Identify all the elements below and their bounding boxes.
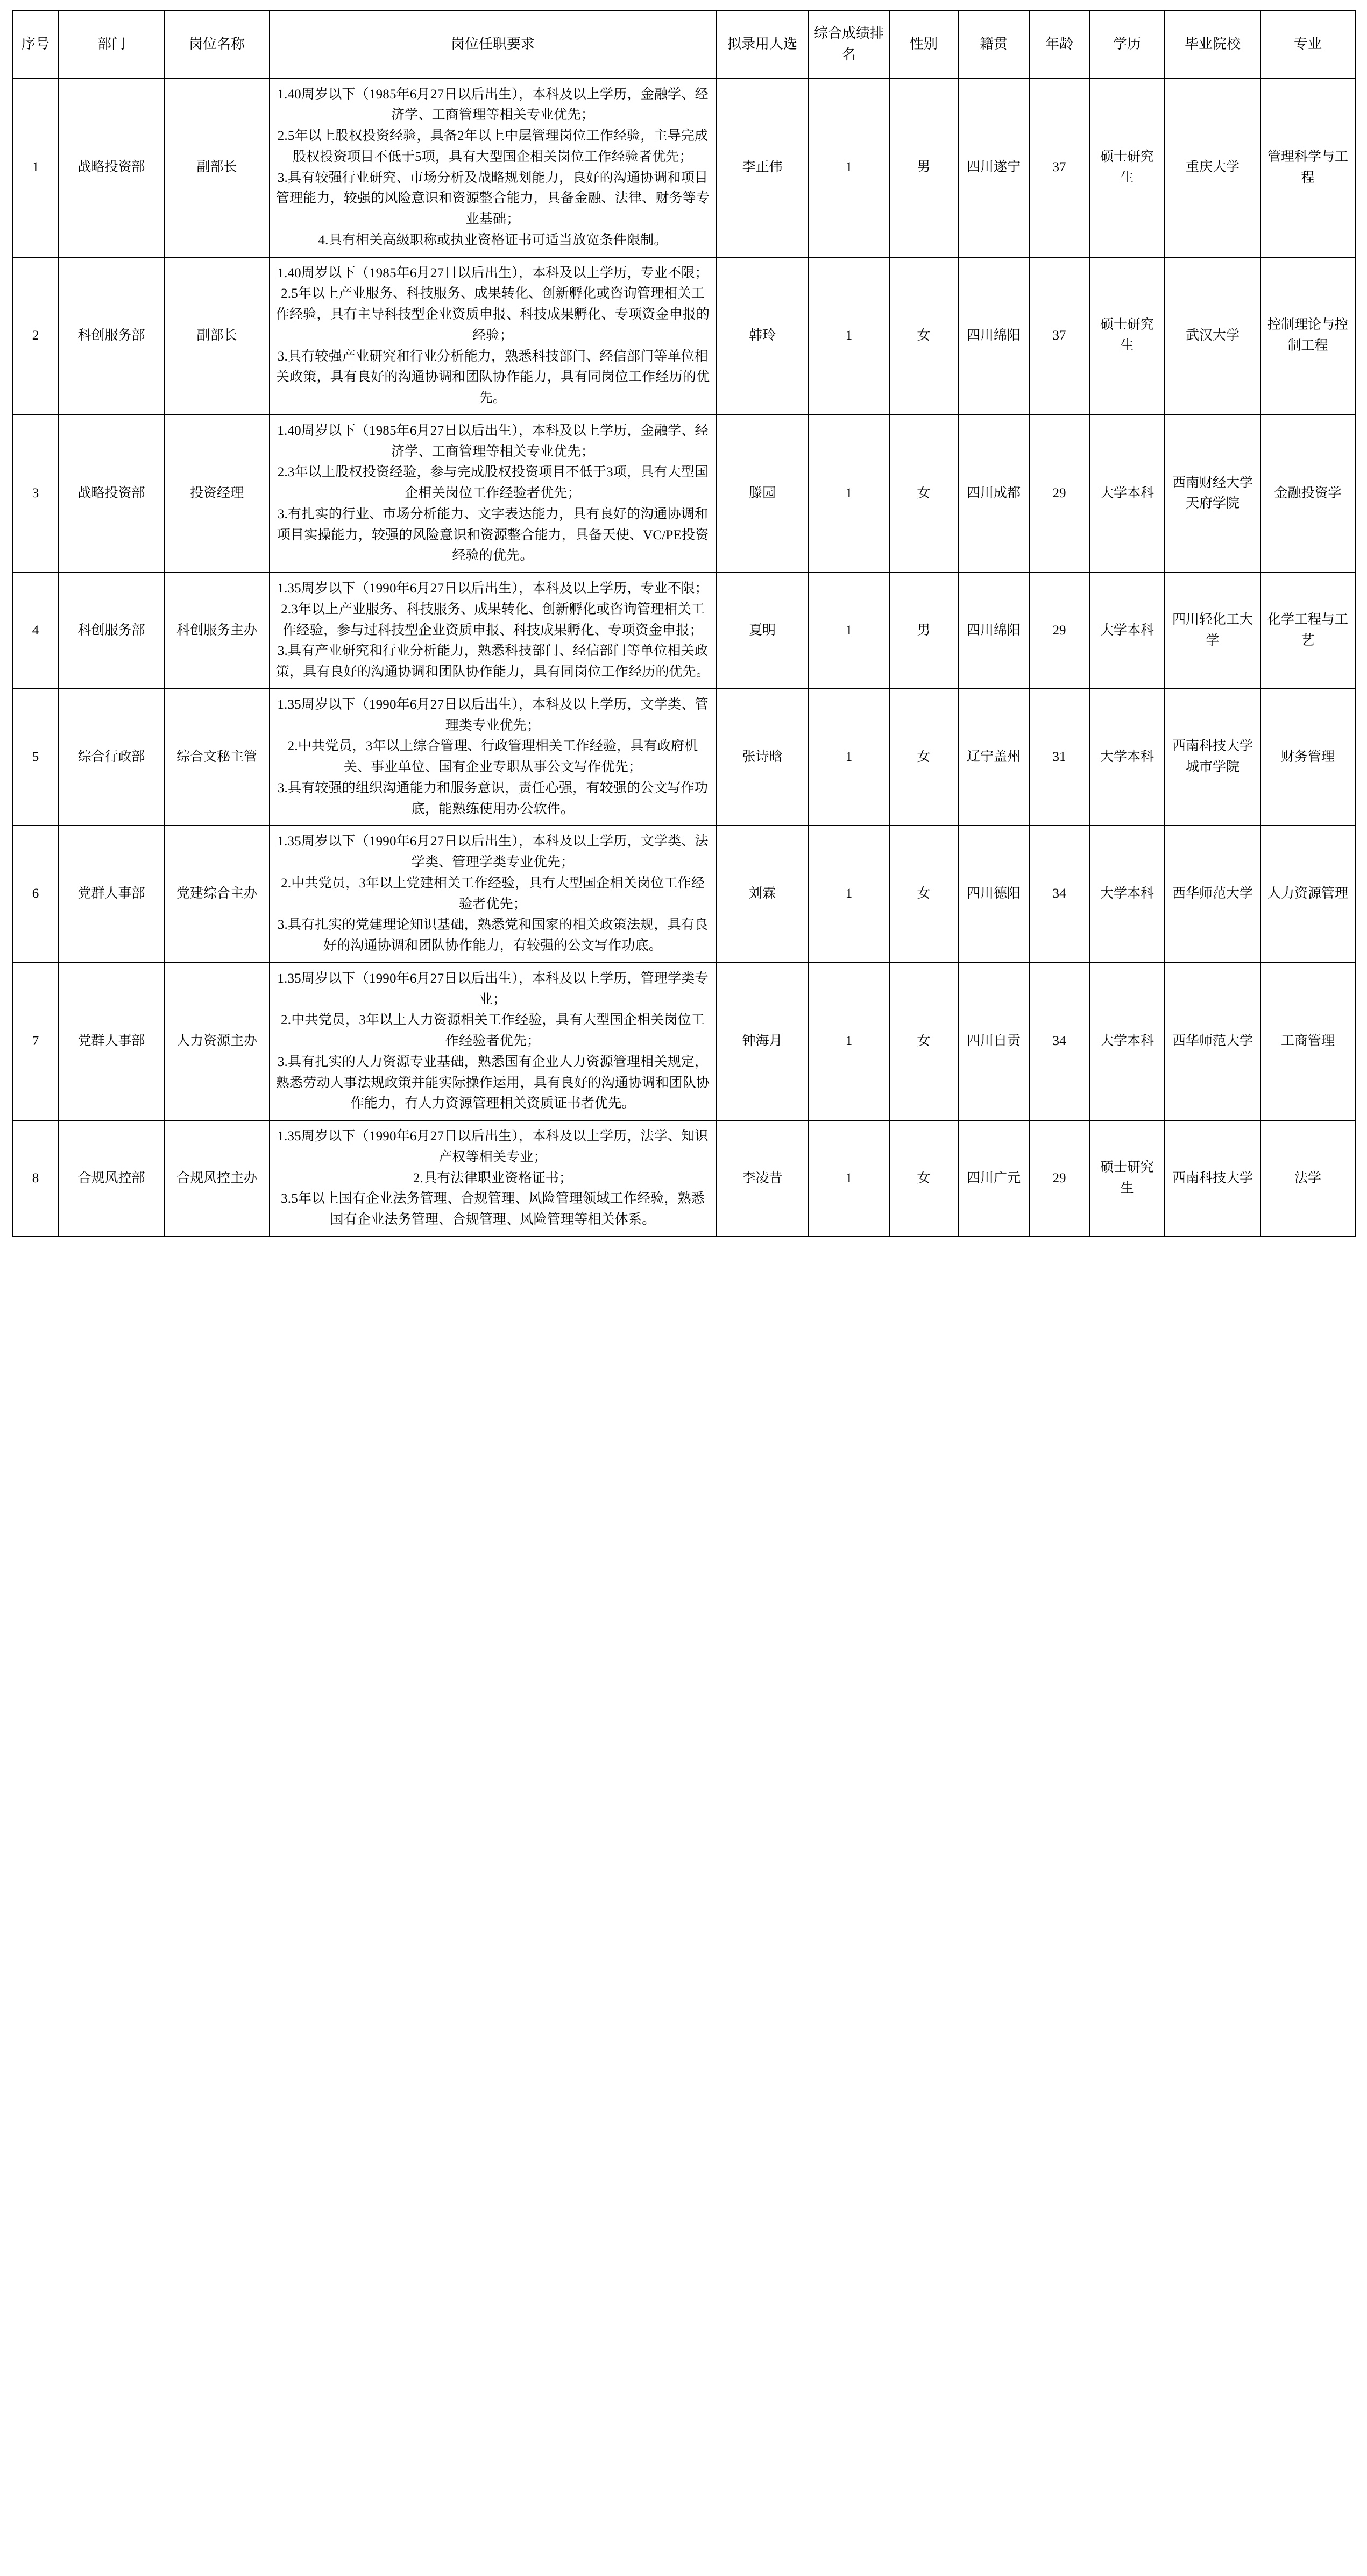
cell-post: 党建综合主办 xyxy=(164,825,270,963)
cell-school: 西华师范大学 xyxy=(1165,963,1260,1120)
table-header-row xyxy=(12,10,1355,79)
cell-person: 滕园 xyxy=(716,415,809,573)
requirement-line: 2.中共党员，3年以上人力资源相关工作经验，具有大型国企相关岗位工作经验者优先； xyxy=(281,1013,705,1049)
cell-seq: 2 xyxy=(12,257,59,415)
cell-gender: 女 xyxy=(889,689,958,826)
cell-gender: 女 xyxy=(889,1120,958,1237)
requirement-line: 3.具有扎实的党建理论知识基础，熟悉党和国家的相关政策法规，具有良好的沟通协调和团队协作能力，有较强的公文写作功底。 xyxy=(277,918,709,954)
cell-seq: 1 xyxy=(12,79,59,257)
cell-requirements xyxy=(270,257,716,415)
cell-post: 投资经理 xyxy=(164,415,270,573)
cell-native: 四川广元 xyxy=(958,1120,1029,1237)
cell-seq: 3 xyxy=(12,415,59,573)
cell-gender: 女 xyxy=(889,963,958,1120)
cell-dept: 战略投资部 xyxy=(59,415,164,573)
cell-major: 人力资源管理 xyxy=(1260,825,1355,963)
requirement-line: 1.35周岁以下（1990年6月27日以后出生），本科及以上学历，管理学类专业； xyxy=(277,971,709,1007)
cell-post: 副部长 xyxy=(164,79,270,257)
requirement-line: 2.5年以上产业服务、科技服务、成果转化、创新孵化或咨询管理相关工作经验，具有主导科技型企业资质申报、科技成果孵化、专项资金申报的经验； xyxy=(275,286,710,343)
column-header-rank: 综合成绩排名 xyxy=(809,10,889,79)
cell-age: 29 xyxy=(1029,1120,1089,1237)
cell-native: 四川绵阳 xyxy=(958,257,1029,415)
cell-school: 西南财经大学天府学院 xyxy=(1165,415,1260,573)
cell-person: 张诗晗 xyxy=(716,689,809,826)
table-row xyxy=(12,1120,1355,1237)
cell-requirements xyxy=(270,825,716,963)
cell-person: 钟海月 xyxy=(716,963,809,1120)
recruitment-table xyxy=(12,10,1356,1237)
column-header-gender: 性别 xyxy=(889,10,958,79)
cell-requirements xyxy=(270,689,716,826)
cell-person: 刘霖 xyxy=(716,825,809,963)
column-header-age: 年龄 xyxy=(1029,10,1089,79)
cell-dept: 党群人事部 xyxy=(59,963,164,1120)
cell-requirements xyxy=(270,1120,716,1237)
cell-native: 四川绵阳 xyxy=(958,573,1029,689)
cell-rank: 1 xyxy=(809,1120,889,1237)
table-row xyxy=(12,689,1355,826)
column-header-seq: 序号 xyxy=(12,10,59,79)
cell-education: 大学本科 xyxy=(1089,689,1165,826)
table-row xyxy=(12,963,1355,1120)
requirement-line: 1.35周岁以下（1990年6月27日以后出生），本科及以上学历，文学类、法学类、管理学类专业优先； xyxy=(277,834,709,870)
cell-school: 西南科技大学城市学院 xyxy=(1165,689,1260,826)
cell-native: 辽宁盖州 xyxy=(958,689,1029,826)
requirement-line: 3.5年以上国有企业法务管理、合规管理、风险管理领域工作经验，熟悉国有企业法务管理、合规管理、风险管理等相关体系。 xyxy=(281,1191,705,1227)
cell-education: 硕士研究生 xyxy=(1089,79,1165,257)
cell-seq: 4 xyxy=(12,573,59,689)
table-body xyxy=(12,79,1355,1237)
cell-school: 武汉大学 xyxy=(1165,257,1260,415)
cell-requirements xyxy=(270,573,716,689)
table-row xyxy=(12,415,1355,573)
cell-seq: 5 xyxy=(12,689,59,826)
cell-dept: 科创服务部 xyxy=(59,573,164,689)
requirement-line: 3.有扎实的行业、市场分析能力、文字表达能力，具有良好的沟通协调和项目实操能力，较强的风险意识和资源整合能力，具备天使、VC/PE投资经验的优先。 xyxy=(277,506,709,563)
cell-education: 硕士研究生 xyxy=(1089,1120,1165,1237)
cell-native: 四川成都 xyxy=(958,415,1029,573)
column-header-person: 拟录用人选 xyxy=(716,10,809,79)
cell-post: 科创服务主办 xyxy=(164,573,270,689)
cell-education: 大学本科 xyxy=(1089,415,1165,573)
cell-age: 37 xyxy=(1029,79,1089,257)
requirement-line: 3.具有较强的组织沟通能力和服务意识，责任心强，有较强的公文写作功底，能熟练使用办公软件。 xyxy=(277,780,709,816)
table-row xyxy=(12,825,1355,963)
requirement-line: 3.具有较强产业研究和行业分析能力，熟悉科技部门、经信部门等单位相关政策，具有良好的沟通协调和团队协作能力，具有同岗位工作经历的优先。 xyxy=(275,349,710,406)
cell-gender: 女 xyxy=(889,257,958,415)
cell-rank: 1 xyxy=(809,825,889,963)
requirement-line: 3.具有产业研究和行业分析能力，熟悉科技部门、经信部门等单位相关政策，具有良好的沟通协调和团队协作能力，具有同岗位工作经历的优先。 xyxy=(275,644,710,680)
cell-rank: 1 xyxy=(809,79,889,257)
column-header-native: 籍贯 xyxy=(958,10,1029,79)
table-row xyxy=(12,79,1355,257)
cell-major: 工商管理 xyxy=(1260,963,1355,1120)
cell-rank: 1 xyxy=(809,257,889,415)
cell-gender: 男 xyxy=(889,79,958,257)
requirement-line: 1.40周岁以下（1985年6月27日以后出生），本科及以上学历，专业不限； xyxy=(277,265,709,280)
cell-person: 韩玲 xyxy=(716,257,809,415)
cell-major: 法学 xyxy=(1260,1120,1355,1237)
cell-major: 控制理论与控制工程 xyxy=(1260,257,1355,415)
cell-gender: 女 xyxy=(889,825,958,963)
table-row xyxy=(12,257,1355,415)
requirement-line: 2.具有法律职业资格证书； xyxy=(413,1170,573,1185)
column-header-dept: 部门 xyxy=(59,10,164,79)
column-header-school: 毕业院校 xyxy=(1165,10,1260,79)
cell-major: 财务管理 xyxy=(1260,689,1355,826)
cell-requirements xyxy=(270,963,716,1120)
cell-seq: 7 xyxy=(12,963,59,1120)
cell-school: 四川轻化工大学 xyxy=(1165,573,1260,689)
column-header-post: 岗位名称 xyxy=(164,10,270,79)
cell-requirements xyxy=(270,79,716,257)
cell-age: 31 xyxy=(1029,689,1089,826)
cell-major: 金融投资学 xyxy=(1260,415,1355,573)
cell-rank: 1 xyxy=(809,415,889,573)
cell-post: 合规风控主办 xyxy=(164,1120,270,1237)
cell-education: 大学本科 xyxy=(1089,963,1165,1120)
cell-person: 李凌昔 xyxy=(716,1120,809,1237)
column-header-education: 学历 xyxy=(1089,10,1165,79)
requirement-line: 2.3年以上产业服务、科技服务、成果转化、创新孵化或咨询管理相关工作经验，参与过科技型企业资质申报、科技成果孵化、专项资金申报； xyxy=(281,602,705,638)
cell-post: 综合文秘主管 xyxy=(164,689,270,826)
cell-school: 西南科技大学 xyxy=(1165,1120,1260,1237)
cell-seq: 8 xyxy=(12,1120,59,1237)
cell-native: 四川自贡 xyxy=(958,963,1029,1120)
cell-age: 34 xyxy=(1029,963,1089,1120)
cell-dept: 科创服务部 xyxy=(59,257,164,415)
cell-education: 大学本科 xyxy=(1089,573,1165,689)
requirement-line: 2.中共党员，3年以上综合管理、行政管理相关工作经验，具有政府机关、事业单位、国有企业专职从事公文写作优先； xyxy=(287,739,698,775)
requirement-line: 2.5年以上股权投资经验，具备2年以上中层管理岗位工作经验，主导完成股权投资项目不低于5项，具有大型国企相关岗位工作经验者优先； xyxy=(277,129,709,164)
cell-school: 重庆大学 xyxy=(1165,79,1260,257)
requirement-line: 3.具有扎实的人力资源专业基础，熟悉国有企业人力资源管理相关规定，熟悉劳动人事法规政策并能实际操作运用，具有良好的沟通协调和团队协作能力，有人力资源管理相关资质证书者优先。 xyxy=(275,1054,710,1111)
cell-requirements xyxy=(270,415,716,573)
requirement-line: 1.35周岁以下（1990年6月27日以后出生），本科及以上学历，法学、知识产权等相关专业； xyxy=(277,1129,709,1165)
cell-rank: 1 xyxy=(809,573,889,689)
cell-gender: 男 xyxy=(889,573,958,689)
requirement-line: 1.40周岁以下（1985年6月27日以后出生），本科及以上学历，金融学、经济学、工商管理等相关专业优先； xyxy=(277,87,709,123)
cell-person: 夏明 xyxy=(716,573,809,689)
requirement-line: 4.具有相关高级职称或执业资格证书可适当放宽条件限制。 xyxy=(318,232,668,248)
cell-age: 37 xyxy=(1029,257,1089,415)
cell-age: 29 xyxy=(1029,415,1089,573)
cell-dept: 战略投资部 xyxy=(59,79,164,257)
cell-native: 四川德阳 xyxy=(958,825,1029,963)
column-header-requirements: 岗位任职要求 xyxy=(270,10,716,79)
cell-post: 人力资源主办 xyxy=(164,963,270,1120)
cell-education: 大学本科 xyxy=(1089,825,1165,963)
cell-rank: 1 xyxy=(809,963,889,1120)
cell-rank: 1 xyxy=(809,689,889,826)
cell-gender: 女 xyxy=(889,415,958,573)
requirement-line: 1.40周岁以下（1985年6月27日以后出生），本科及以上学历，金融学、经济学、工商管理等相关专业优先； xyxy=(277,423,709,459)
cell-education: 硕士研究生 xyxy=(1089,257,1165,415)
requirement-line: 1.35周岁以下（1990年6月27日以后出生），本科及以上学历，文学类、管理类专业优先； xyxy=(277,697,709,733)
cell-person: 李正伟 xyxy=(716,79,809,257)
document-page xyxy=(0,0,1367,1259)
requirement-line: 3.具有较强行业研究、市场分析及战略规划能力，良好的沟通协调和项目管理能力，较强的风险意识和资源整合能力，具备金融、法律、财务等专业基础； xyxy=(275,170,710,227)
cell-dept: 综合行政部 xyxy=(59,689,164,826)
cell-school: 西华师范大学 xyxy=(1165,825,1260,963)
column-header-major: 专业 xyxy=(1260,10,1355,79)
cell-age: 34 xyxy=(1029,825,1089,963)
cell-seq: 6 xyxy=(12,825,59,963)
cell-age: 29 xyxy=(1029,573,1089,689)
cell-post: 副部长 xyxy=(164,257,270,415)
requirement-line: 2.中共党员，3年以上党建相关工作经验，具有大型国企相关岗位工作经验者优先； xyxy=(281,876,705,912)
cell-native: 四川遂宁 xyxy=(958,79,1029,257)
cell-major: 管理科学与工程 xyxy=(1260,79,1355,257)
cell-dept: 合规风控部 xyxy=(59,1120,164,1237)
requirement-line: 1.35周岁以下（1990年6月27日以后出生），本科及以上学历，专业不限； xyxy=(277,581,709,596)
requirement-line: 2.3年以上股权投资经验，参与完成股权投资项目不低于3项，具有大型国企相关岗位工作经验者优先； xyxy=(277,465,709,501)
cell-major: 化学工程与工艺 xyxy=(1260,573,1355,689)
cell-dept: 党群人事部 xyxy=(59,825,164,963)
table-row xyxy=(12,573,1355,689)
